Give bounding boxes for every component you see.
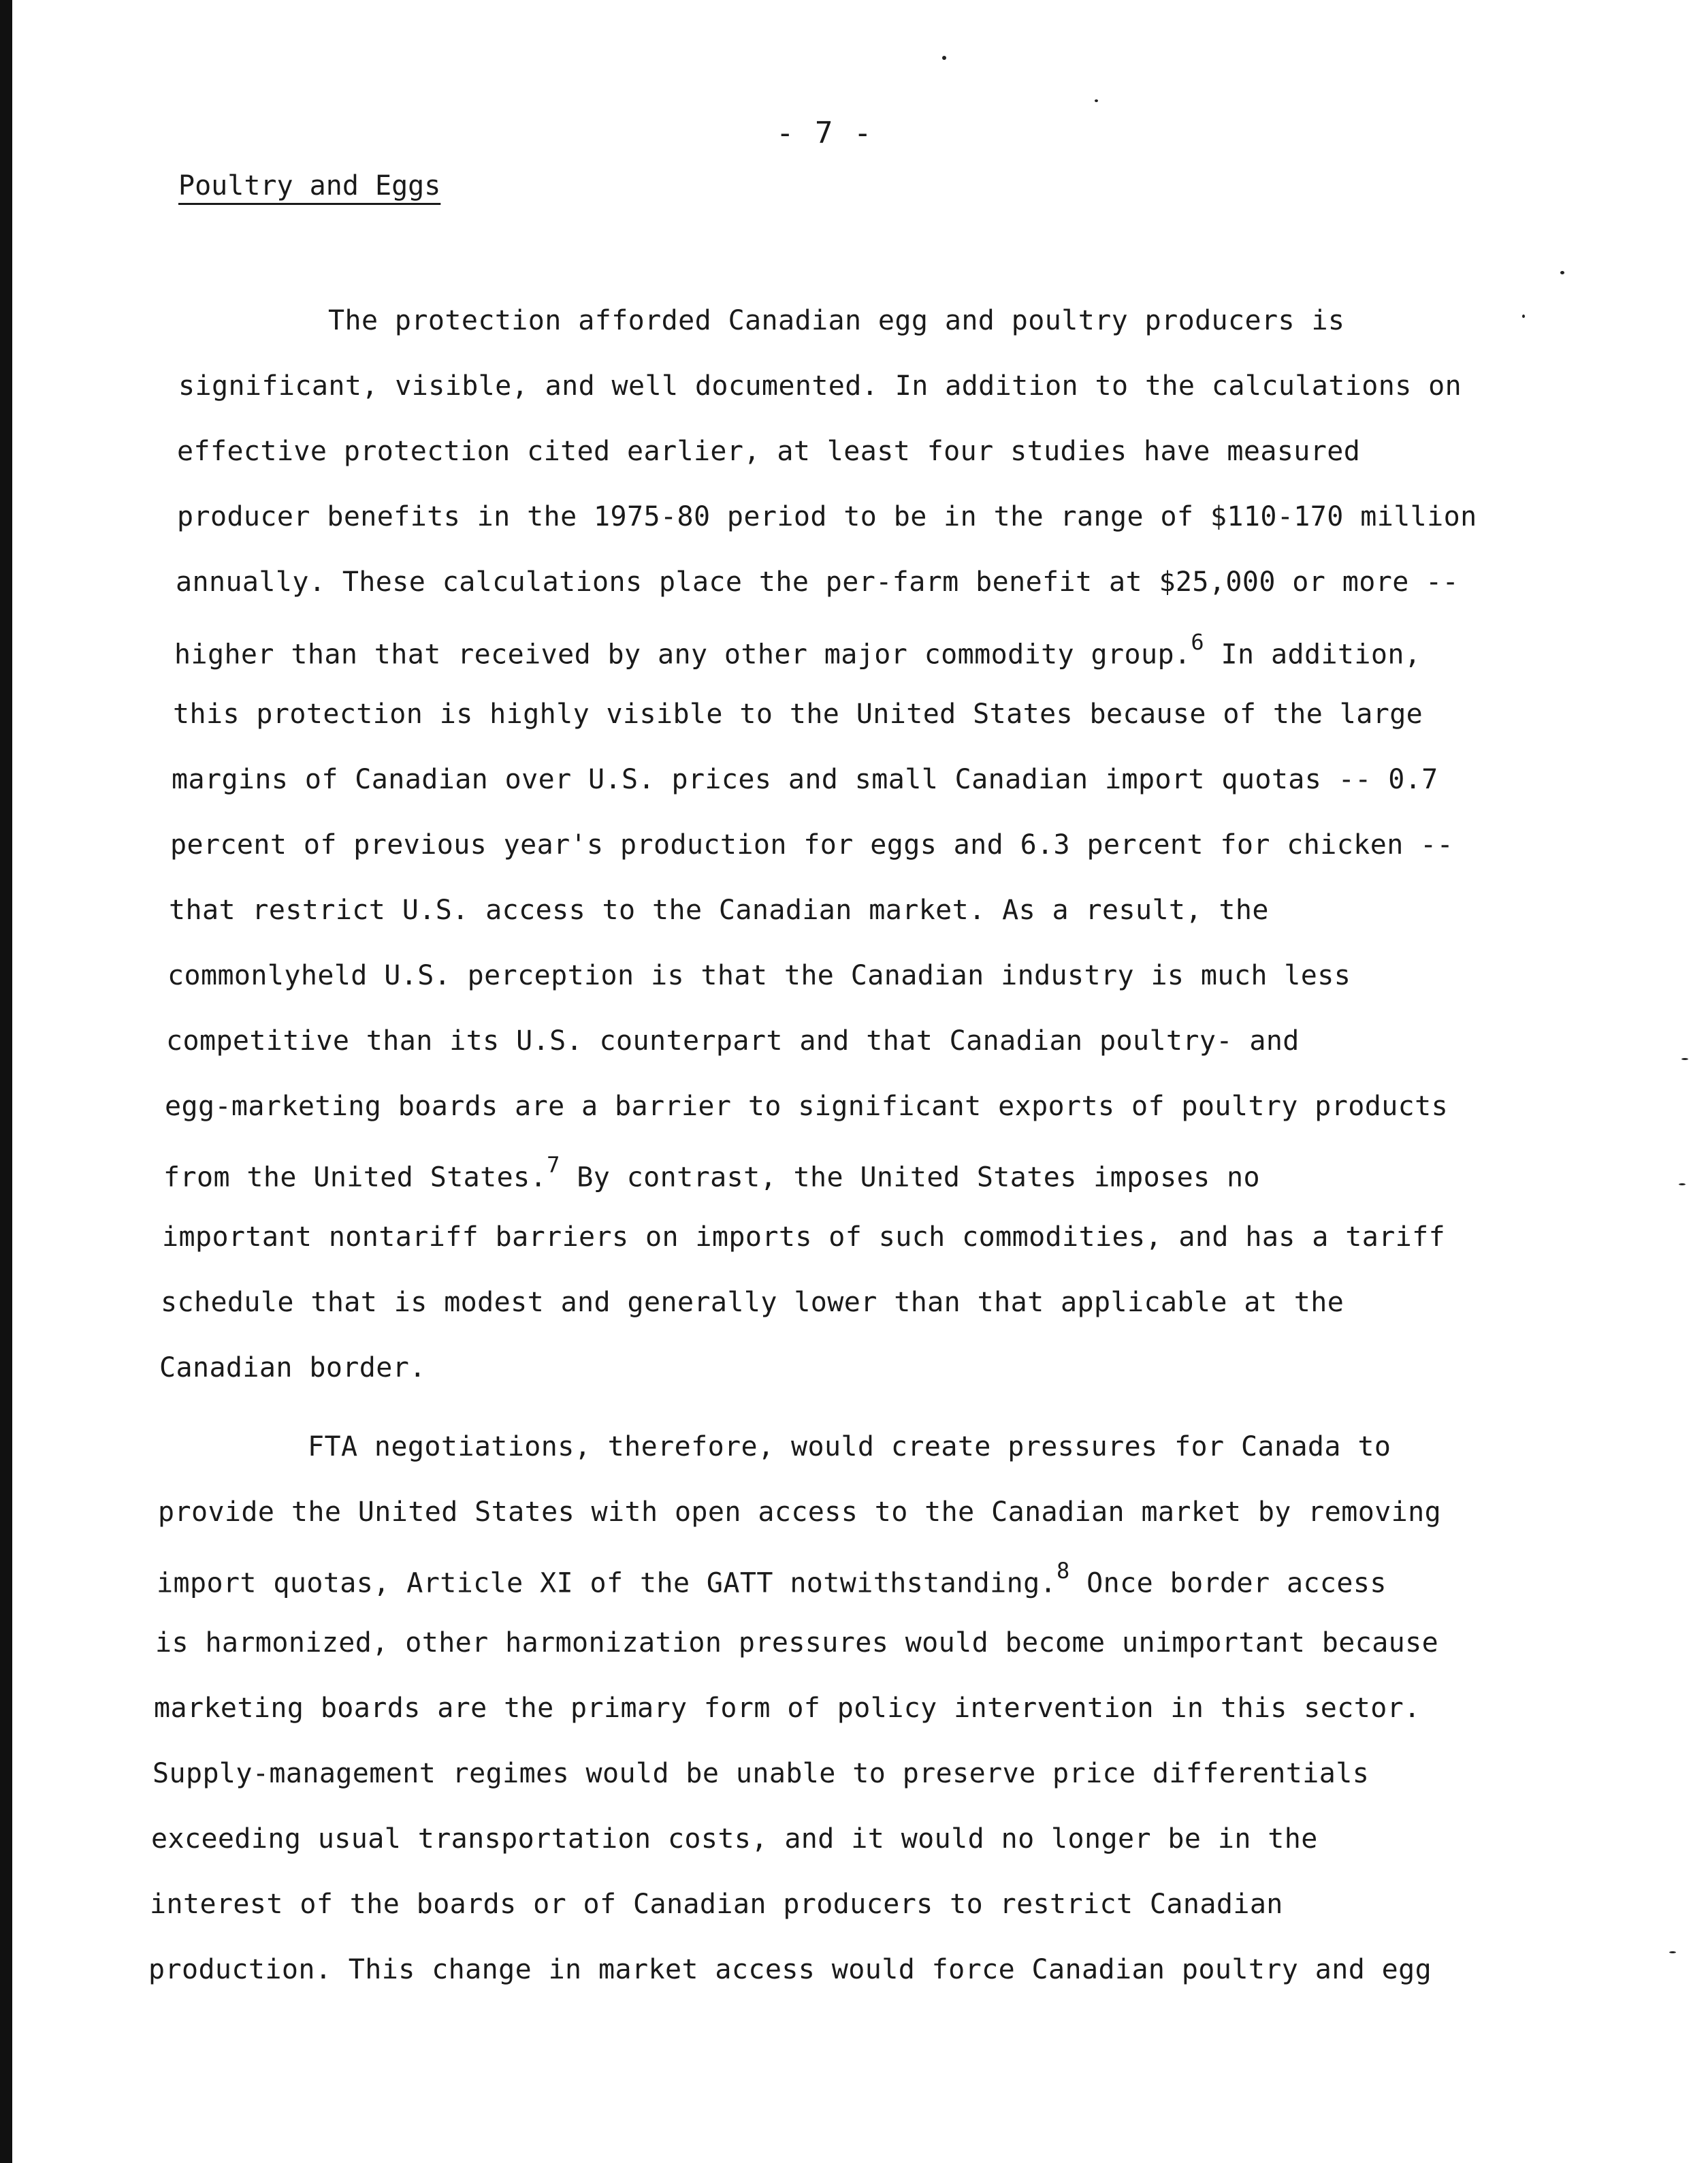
text-line: effective protection cited earlier, at least four studies have measured: [177, 436, 1361, 467]
scan-left-edge: [0, 0, 12, 2163]
text-line: Supply-management regimes would be unable to preserve price differentials: [152, 1758, 1370, 1789]
text-line: schedule that is modest and generally lower than that applicable at the: [161, 1287, 1344, 1318]
text-line: production. This change in market access would force Canadian poultry and egg: [148, 1954, 1432, 1985]
footnote-marker: 8: [1057, 1558, 1070, 1584]
text-line: FTA negotiations, therefore, would create pressures for Canada to: [308, 1431, 1391, 1462]
text-line: is harmonized, other harmonization pressures would become unimportant because: [155, 1627, 1439, 1659]
text-line: The protection afforded Canadian egg and poultry producers is: [328, 305, 1345, 336]
text-line: producer benefits in the 1975-80 period to be in the range of $110-170 million: [177, 501, 1477, 532]
text-line: exceeding usual transportation costs, and it would no longer be in the: [151, 1823, 1318, 1855]
scan-speck: [942, 56, 946, 60]
footnote-marker: 6: [1191, 629, 1205, 655]
text-line: significant, visible, and well documented. In addition to the calculations on: [178, 370, 1462, 402]
text-line: percent of previous year's production for eggs and 6.3 percent for chicken --: [170, 829, 1454, 861]
scan-speck: [1560, 271, 1564, 274]
scan-speck: [1095, 99, 1098, 102]
text-line: marketing boards are the primary form of policy intervention in this sector.: [154, 1693, 1421, 1724]
text-line: provide the United States with open access to the Canadian market by removing: [158, 1496, 1442, 1528]
page-number: - 7 -: [776, 116, 873, 150]
text-line: from the United States.$^7$ By contrast, the United States imposes no: [163, 1152, 1261, 1193]
text-line: important nontariff barriers on imports of such commodities, and has a tariff: [162, 1221, 1446, 1253]
text-line: interest of the boards or of Canadian producers to restrict Canadian: [150, 1889, 1283, 1920]
text-line: that restrict U.S. access to the Canadian market. As a result, the: [169, 895, 1269, 926]
text-line: commonlyheld U.S. perception is that the Canadian industry is much less: [167, 960, 1351, 991]
text-line: egg-marketing boards are a barrier to significant exports of poultry products: [165, 1091, 1449, 1122]
text-line: Canadian border.: [159, 1352, 426, 1383]
scan-speck: [1522, 315, 1525, 318]
text-line: margins of Canadian over U.S. prices and small Canadian import quotas -- 0.7: [172, 764, 1438, 795]
scan-speck: [1669, 1951, 1676, 1953]
scan-speck: [1679, 1183, 1686, 1185]
footnote-marker: 7: [547, 1152, 560, 1178]
text-line: import quotas, Article XI of the GATT notwithstanding.$^8$ Once border access: [157, 1558, 1387, 1599]
section-heading: Poultry and Eggs: [178, 170, 441, 202]
scan-speck: [1681, 1058, 1688, 1060]
text-line: higher than that received by any other major commodity group.$^6$ In addition,: [174, 629, 1421, 671]
text-line: this protection is highly visible to the United States because of the large: [173, 699, 1423, 730]
text-line: annually. These calculations place the per-farm benefit at $25,000 or more --: [176, 566, 1460, 598]
text-line: competitive than its U.S. counterpart and that Canadian poultry- and: [166, 1025, 1300, 1057]
